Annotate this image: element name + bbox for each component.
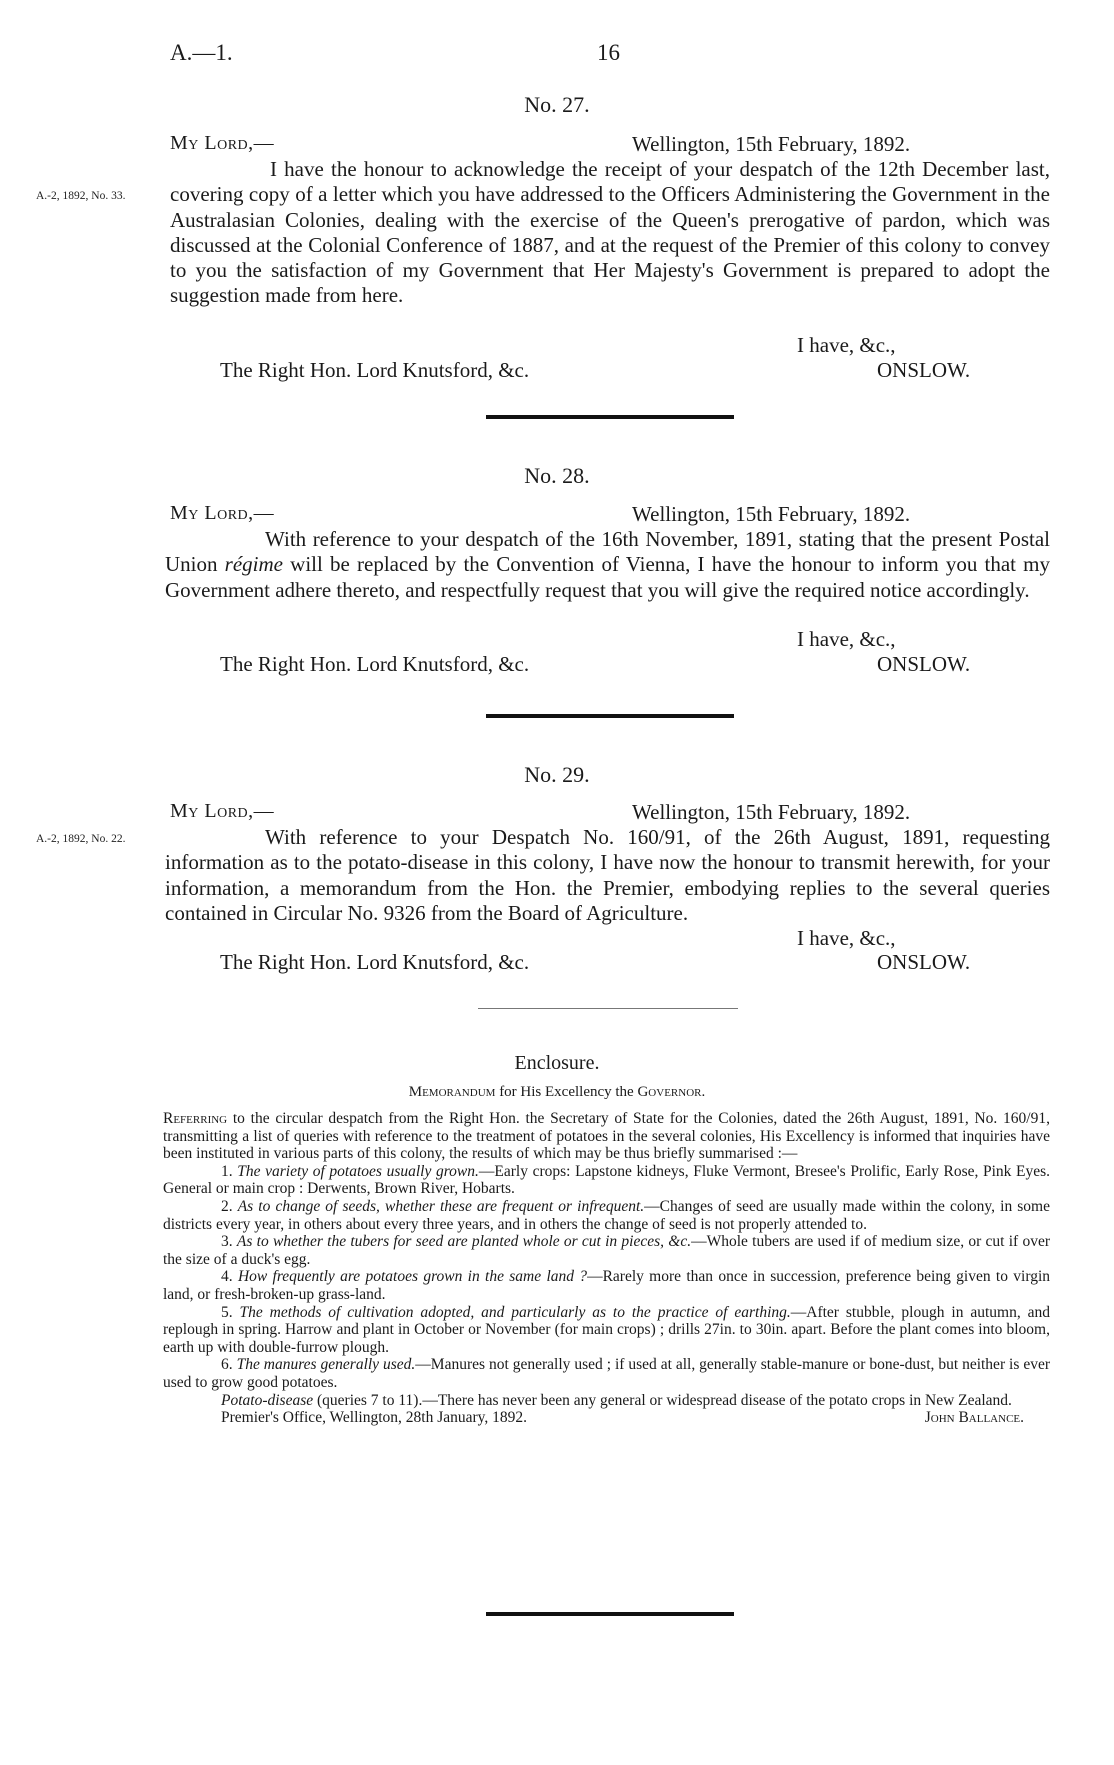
memo-item-1-question: The variety of potatoes usually grown. — [237, 1162, 479, 1180]
letter-28-body-text-1: With reference to your despatch of the 16th November, 1891, stating that the present Postal Union — [165, 527, 1050, 577]
memo-item-1: 1. The variety of potatoes usually grown.—Early crops: Lapstone kidneys, Fluke Vermont, Bresee's Prolific, Early Rose, Pink Eyes. General or main crop : Derwents, Brown River, Hobarts. — [163, 1162, 1051, 1198]
letter-29-signature: ONSLOW. — [877, 950, 971, 974]
letter-27-closing: I have, &c., — [797, 333, 896, 357]
end-divider — [486, 1612, 734, 1616]
memo-item-4: 4. How frequently are potatoes grown in the same land ?—Rarely more than once in succession, preference being given to virgin land, or fresh-broken-up grass-land. — [163, 1268, 1051, 1303]
page-number: 16 — [597, 40, 620, 65]
memo-signatory: John Ballance. — [924, 1409, 1024, 1427]
letter-28-body-italic: régime — [224, 552, 283, 577]
memo-item-disease-question: Potato-disease — [221, 1391, 314, 1409]
memo-item-disease-answer: (queries 7 to 11).—There has never been any general or widespread disease of the potato crops in New Zealand. — [313, 1391, 1012, 1409]
memorandum-title — [0, 1084, 1114, 1101]
letter-27-place-date: Wellington, 15th February, 1892. — [632, 132, 911, 156]
memo-item-5-question: The methods of cultivation adopted, and particularly as to the practice of earthing. — [239, 1303, 791, 1321]
letter-29-body-text: With reference to your Despatch No. 160/91, of the 26th August, 1891, requesting information as to the potato-disease in this colony, I have now the honour to transmit herewith, for your information, a memorandum from the Hon. the Premier, embodying replies to the several queries contained in Circular No. 9326 from the Board of Agriculture. — [165, 825, 1050, 925]
letter-27-signature: ONSLOW. — [877, 358, 971, 382]
letter-27-body-text: I have the honour to acknowledge the receipt of your despatch of the 12th December last, covering copy of a letter which you have addressed to the Officers Administering the Government in the Australasian Colonies, dealing with the exercise of the Queen's prerogative of pardon, which was discussed at the Colonial Conference of 1887, and at the request of the Premier of this colony to convey to you the satisfaction of my Government that Her Majesty's Government is prepared to adopt the suggestion made from here. — [170, 157, 1050, 308]
memo-intro-text: to the circular despatch from the Right Hon. the Secretary of State for the Colonies, dated the 26th August, 1891, No. 160/91, transmitting a list of queries with reference to the treatment of potatoes in the several colonies, His Excellency is informed that inquiries have been instituted in various parts of this colony, the results of which may be thus briefly summarised :— — [163, 1110, 1050, 1163]
letter-29-addressee: The Right Hon. Lord Knutsford, &c. — [220, 950, 530, 974]
letter-29-body — [165, 825, 1050, 926]
memo-office-date: Premier's Office, Wellington, 28th January, 1892. — [221, 1409, 528, 1427]
memorandum-body — [163, 1110, 1050, 1427]
letter-28-addressee: The Right Hon. Lord Knutsford, &c. — [220, 652, 530, 676]
letter-28-place-date: Wellington, 15th February, 1892. — [632, 502, 911, 526]
letter-29-number: No. 29. — [524, 762, 590, 787]
letter-27-body — [170, 157, 1050, 309]
letter-29-margin-note: A.-2, 1892, No. 22. — [36, 833, 126, 845]
memo-item-6-question: The manures generally used. — [236, 1356, 416, 1374]
letter-27-salutation: My Lord,— — [170, 132, 275, 154]
memo-title-sc: Memorandum — [408, 1084, 496, 1100]
memo-item-3: 3. As to whether the tubers for seed are planted whole or cut in pieces, &c.—Whole tubers are used if of medium size, or cut if over the size of a duck's egg. — [163, 1233, 1050, 1268]
section-divider — [486, 415, 734, 419]
letter-28-body — [165, 527, 1050, 603]
memo-title-end: Governor. — [637, 1084, 706, 1100]
memo-item-2: 2. As to change of seeds, whether these are frequent or infrequent.—Changes of seed are usually made within the colony, in some districts every year, in others about every three years, and in others the change of seed is not properly attended to. — [163, 1197, 1050, 1233]
letter-27-addressee: The Right Hon. Lord Knutsford, &c. — [220, 358, 530, 382]
memo-signoff — [163, 1409, 1050, 1427]
memo-item-5-answer: —After stubble, plough in autumn, and replough in spring. Harrow and plant in October or November (for main crops) ; drills 27in. to 30in. apart. Before the plant comes into bloom, earth up with double-furrow plough. — [163, 1303, 1050, 1356]
letter-29-place-date: Wellington, 15th February, 1892. — [632, 800, 911, 824]
memo-item-6: 6. The manures generally used.—Manures not generally used ; if used at all, generally stable-manure or bone-dust, but neither is ever used to grow good potatoes. — [163, 1356, 1050, 1391]
letter-28-body-text-2: will be replaced by the Convention of Vienna, I have the honour to inform you that my Government adhere thereto, and respectfully request that you will give the required notice accordingly. — [165, 552, 1051, 602]
letter-29-closing: I have, &c., — [797, 926, 896, 950]
memo-item-3-question: As to whether the tubers for seed are planted whole or cut in pieces, &c. — [236, 1233, 692, 1251]
memo-intro — [163, 1110, 1050, 1163]
letter-29-salutation: My Lord,— — [170, 800, 275, 822]
memo-item-2-question: As to change of seeds, whether these are frequent or infrequent. — [237, 1197, 645, 1215]
memo-title-mid: for His Excellency the — [495, 1084, 638, 1100]
letter-28-closing: I have, &c., — [797, 627, 896, 651]
memo-item-4-question: How frequently are potatoes grown in the same land ? — [237, 1268, 588, 1286]
memo-intro-sc: Referring — [163, 1110, 228, 1127]
memo-item-1-answer: —Early crops: Lapstone kidneys, Fluke Vermont, Bresee's Prolific, Early Rose, Pink Eyes. General or main crop : Derwents, Brown River, Hobarts. — [163, 1162, 1051, 1198]
memo-item-disease — [163, 1392, 1050, 1410]
enclosure-divider — [478, 1008, 738, 1009]
memo-item-3-answer: —Whole tubers are used if of medium size, or cut if over the size of a duck's egg. — [163, 1233, 1050, 1268]
memo-item-5: 5. The methods of cultivation adopted, and particularly as to the practice of earthing.—After stubble, plough in autumn, and replough in spring. Harrow and plant in October or November (for main crops) ; drills 27in. to 30in. apart. Before the plant comes into bloom, earth up with double-furrow plough. — [163, 1303, 1050, 1356]
letter-27-margin-note: A.-2, 1892, No. 33. — [36, 190, 126, 202]
memo-item-6-answer: —Manures not generally used ; if used at all, generally stable-manure or bone-dust, but neither is ever used to grow good potatoes. — [163, 1356, 1050, 1391]
section-divider — [486, 714, 734, 718]
letter-27-number: No. 27. — [524, 92, 590, 117]
letter-28-signature: ONSLOW. — [877, 652, 971, 676]
document-reference: A.—1. — [170, 40, 233, 65]
letter-28-number: No. 28. — [524, 463, 590, 488]
letter-28-salutation: My Lord,— — [170, 502, 275, 524]
memo-item-2-answer: —Changes of seed are usually made within the colony, in some districts every year, in others about every three years, and in others the change of seed is not properly attended to. — [163, 1197, 1050, 1233]
memo-item-4-answer: —Rarely more than once in succession, preference being given to virgin land, or fresh-broken-up grass-land. — [163, 1268, 1051, 1303]
enclosure-heading: Enclosure. — [514, 1052, 600, 1074]
